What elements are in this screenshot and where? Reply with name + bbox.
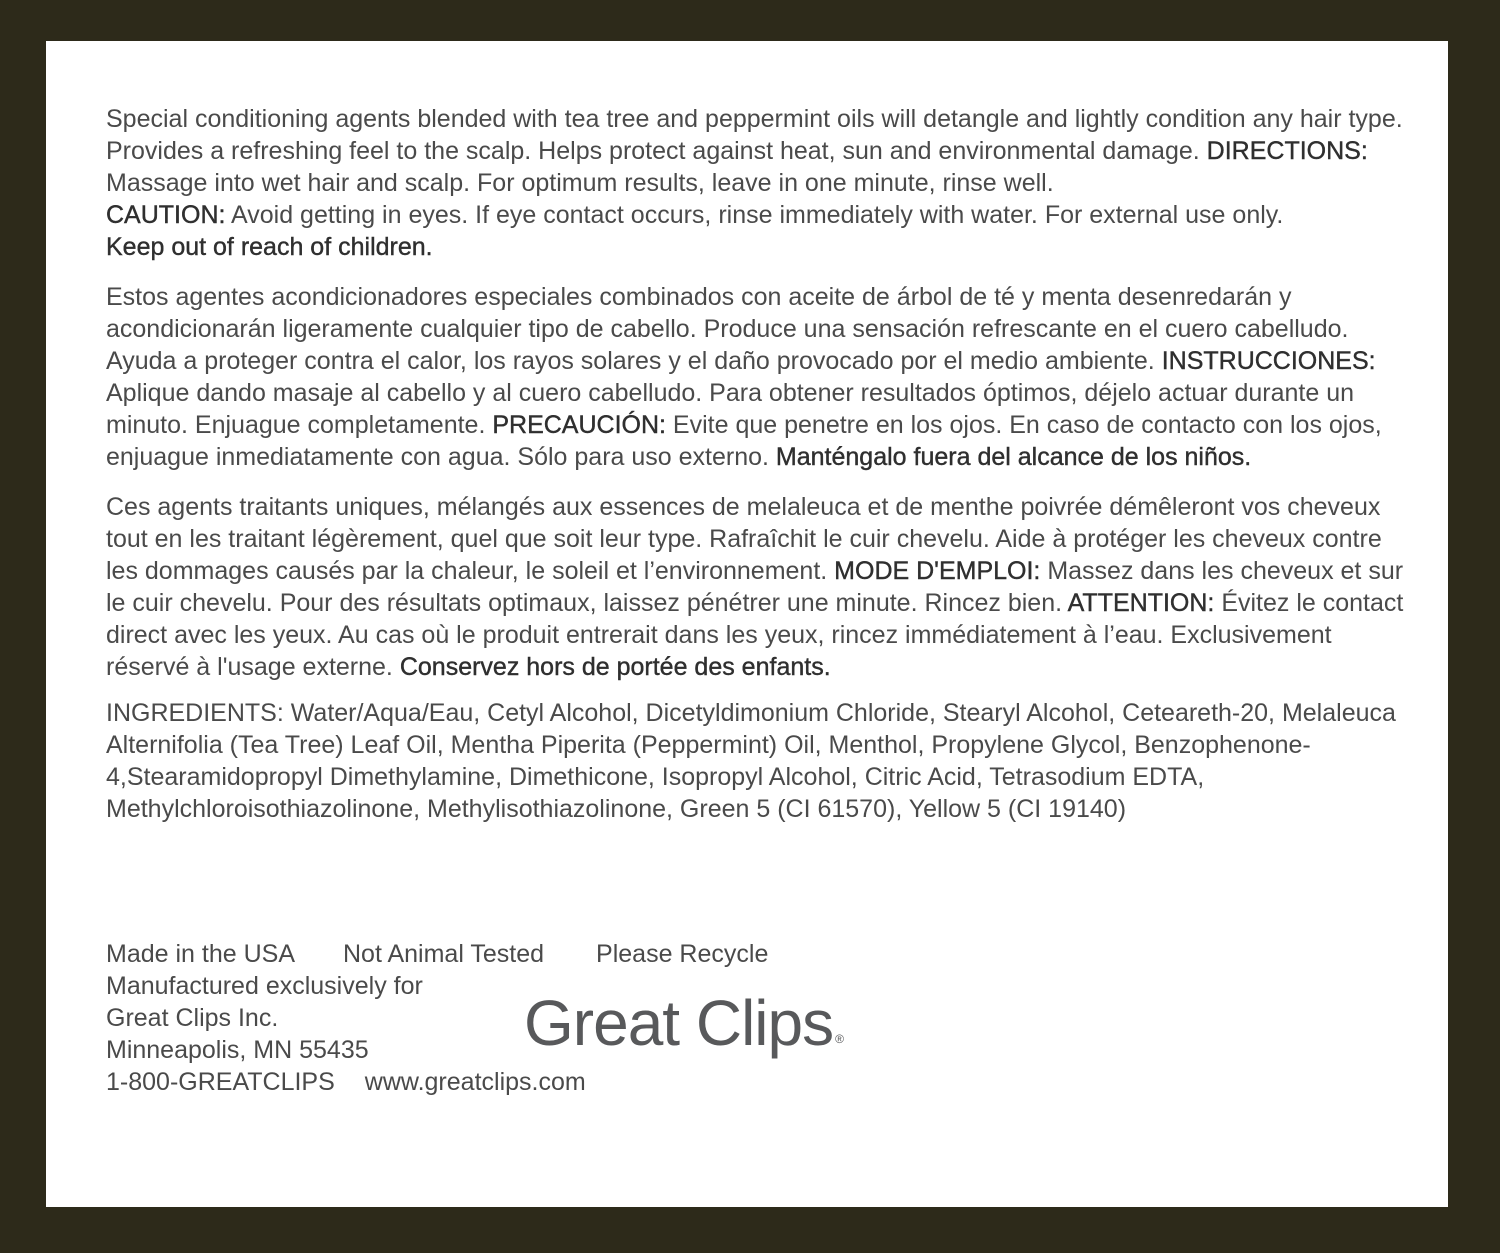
spanish-keep-out-warning: Manténgalo fuera del alcance de los niños. xyxy=(775,443,1252,471)
english-directions-label: DIRECTIONS: xyxy=(1206,137,1368,165)
spanish-paragraph xyxy=(106,281,1406,473)
french-caution-text: Évitez le contact direct avec les yeux. Au cas où le produit entrerait dans les yeux, rincez immédiatement à l’eau. Exclusivement réservé à l'usage externe. xyxy=(106,589,1404,681)
english-caution-text: Avoid getting in eyes. If eye contact occurs, rinse immediately with water. For external use only. xyxy=(225,201,1284,229)
label-body xyxy=(106,103,1406,843)
french-intro: Ces agents traitants uniques, mélangés aux essences de melaleuca et de menthe poivrée démêleront vos cheveux tout en les traitant légèrement, quel que soit leur type. Rafraîchit le cuir chevelu. Aide à protéger les cheveux contre les dommages causés par la chaleur, le soleil et l’environnement. xyxy=(106,493,1382,585)
footer-claims-row xyxy=(106,938,768,970)
please-recycle-text: Please Recycle xyxy=(596,940,769,968)
french-paragraph xyxy=(106,491,1406,683)
french-directions-text: Massez dans les cheveux et sur le cuir chevelu. Pour des résultats optimaux, laissez pénétrer une minute. Rincez bien. xyxy=(106,557,1404,617)
french-directions-label: MODE D'EMPLOI: xyxy=(834,557,1041,585)
manufactured-for-text: Manufactured exclusively for xyxy=(106,972,423,1000)
spanish-directions-text: Aplique dando masaje al cabello y al cuero cabelludo. Para obtener resultados óptimos, déjelo actuar durante un minuto. Enjuague completamente. xyxy=(106,379,1355,439)
phone-number-text: 1-800-GREATCLIPS xyxy=(106,1068,335,1096)
english-intro: Special conditioning agents blended with tea tree and peppermint oils will detangle and lightly condition any hair type. Provides a refreshing feel to the scalp. Helps protect against heat, sun and environmental damage. xyxy=(106,105,1403,165)
english-caution-label: CAUTION: xyxy=(106,201,226,229)
spanish-directions-label: INSTRUCCIONES: xyxy=(1161,347,1376,375)
english-paragraph xyxy=(106,103,1406,263)
spanish-caution-label: PRECAUCIÓN: xyxy=(492,411,666,439)
spanish-caution-text: Evite que penetre en los ojos. En caso de contacto con los ojos, enjuague inmediatamente con agua. Sólo para uso externo. xyxy=(106,411,1382,471)
company-address-text: Minneapolis, MN 55435 xyxy=(106,1036,369,1064)
company-name-text: Great Clips Inc. xyxy=(106,1004,279,1032)
great-clips-logo xyxy=(524,983,844,1063)
registered-mark: ® xyxy=(835,1032,844,1046)
made-in-usa-text: Made in the USA xyxy=(106,940,295,968)
ingredients-list: INGREDIENTS: Water/Aqua/Eau, Cetyl Alcohol, Dicetyldimonium Chloride, Stearyl Alcohol, Ceteareth-20, Melaleuca Alternifolia (Tea Tree) Leaf Oil, Mentha Piperita (Peppermint) Oil, Menthol, Propylene Glycol, Benzophenone-4,Stearamidopropyl Dimethylamine, Dimethicone, Isopropyl Alcohol, Citric Acid, Tetrasodium EDTA, Methylchloroisothiazolinone, Methylisothiazolinone, Green 5 (CI 61570), Yellow 5 (CI 19140) xyxy=(106,699,1396,823)
logo-wordmark: Great Clips xyxy=(524,987,834,1059)
french-caution-label: ATTENTION: xyxy=(1067,589,1215,617)
spanish-intro: Estos agentes acondicionadores especiales combinados con aceite de árbol de té y menta desenredarán y acondicionarán ligeramente cualquier tipo de cabello. Produce una sensación refrescante en el cuero cabelludo. Ayuda a proteger contra el calor, los rayos solares y el daño provocado por el medio ambiente. xyxy=(106,283,1349,375)
french-keep-out-warning: Conservez hors de portée des enfants. xyxy=(399,653,831,681)
contact-row xyxy=(106,1066,768,1098)
product-label xyxy=(46,41,1448,1207)
english-directions-text: Massage into wet hair and scalp. For optimum results, leave in one minute, rinse well. xyxy=(106,169,1054,197)
website-text: www.greatclips.com xyxy=(364,1068,586,1096)
english-keep-out-warning: Keep out of reach of children. xyxy=(106,233,433,261)
not-animal-tested-text: Not Animal Tested xyxy=(343,940,545,968)
